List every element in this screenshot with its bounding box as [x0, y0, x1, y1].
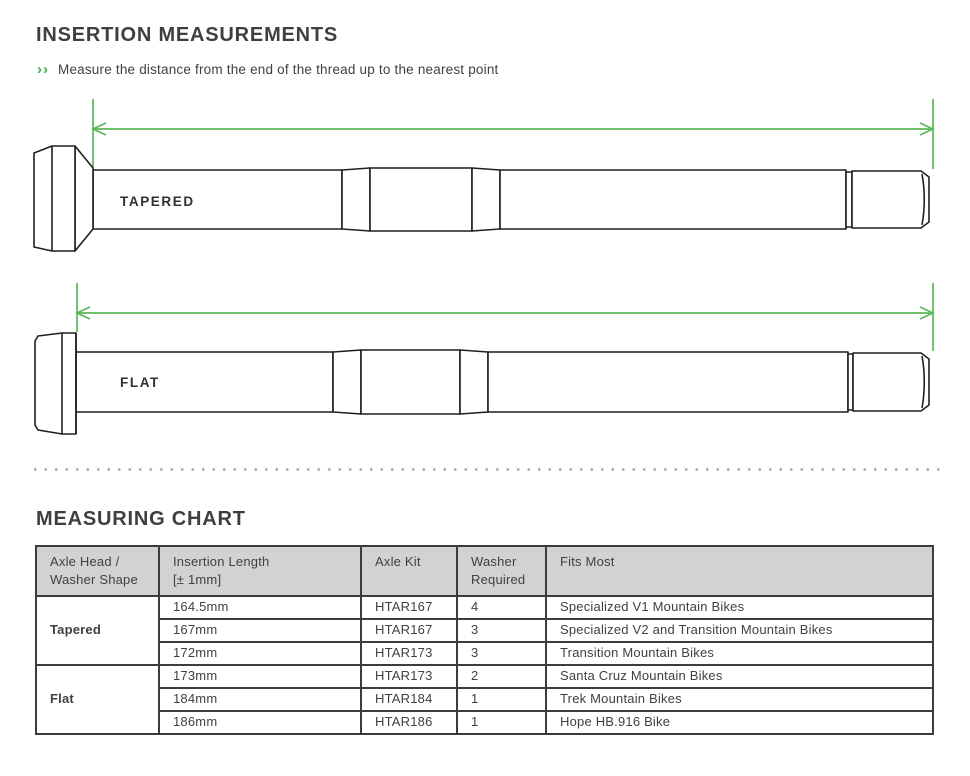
flat-axle — [35, 333, 929, 434]
tapered-label: TAPERED — [120, 194, 195, 209]
axle-outlines — [34, 146, 929, 434]
section-title: MEASURING CHART — [36, 508, 246, 530]
fits-cell: Transition Mountain Bikes — [546, 642, 933, 665]
flat-head — [35, 333, 76, 434]
washer-cell: 4 — [457, 596, 546, 619]
shape-cell: Flat — [36, 665, 159, 734]
instruction-line — [37, 61, 498, 78]
fits-cell: Specialized V1 Mountain Bikes — [546, 596, 933, 619]
double-chevron-icon: ›› — [37, 61, 49, 78]
fits-cell: Specialized V2 and Transition Mountain Bikes — [546, 619, 933, 642]
length-cell: 184mm — [159, 688, 361, 711]
kit-cell: HTAR186 — [361, 711, 457, 734]
dotted-divider — [30, 467, 940, 472]
length-cell: 164.5mm — [159, 596, 361, 619]
tapered-head-cone — [75, 146, 93, 251]
washer-cell: 1 — [457, 688, 546, 711]
length-cell: 173mm — [159, 665, 361, 688]
shape-cell: Tapered — [36, 596, 159, 665]
length-cell: 167mm — [159, 619, 361, 642]
flat-dimension-arrow — [77, 283, 933, 351]
washer-cell: 3 — [457, 619, 546, 642]
table-row — [36, 665, 933, 688]
table-row — [36, 642, 933, 665]
fits-cell: Hope HB.916 Bike — [546, 711, 933, 734]
col-header-insertion-length: Insertion Length [± 1mm] — [159, 546, 361, 596]
instruction-text: Measure the distance from the end of the thread up to the nearest point — [58, 62, 499, 77]
washer-cell: 3 — [457, 642, 546, 665]
col-header-fits-most: Fits Most — [546, 546, 933, 596]
header-row — [36, 546, 933, 596]
col-header-axle-head: Axle Head / Washer Shape — [36, 546, 159, 596]
washer-cell: 2 — [457, 665, 546, 688]
table-row — [36, 711, 933, 734]
table-row — [36, 619, 933, 642]
table-row — [36, 596, 933, 619]
length-cell: 172mm — [159, 642, 361, 665]
page-title: INSERTION MEASUREMENTS — [36, 24, 339, 46]
table-row — [36, 688, 933, 711]
flat-label: FLAT — [120, 375, 160, 390]
fits-cell: Santa Cruz Mountain Bikes — [546, 665, 933, 688]
tapered-dimension-arrow — [93, 99, 933, 169]
tapered-head — [34, 146, 75, 251]
col-header-axle-kit: Axle Kit — [361, 546, 457, 596]
length-cell: 186mm — [159, 711, 361, 734]
kit-cell: HTAR173 — [361, 642, 457, 665]
kit-cell: HTAR173 — [361, 665, 457, 688]
kit-cell: HTAR167 — [361, 596, 457, 619]
washer-cell: 1 — [457, 711, 546, 734]
col-header-washer-required: Washer Required — [457, 546, 546, 596]
fits-cell: Trek Mountain Bikes — [546, 688, 933, 711]
measuring-chart-table — [35, 545, 934, 735]
kit-cell: HTAR167 — [361, 619, 457, 642]
kit-cell: HTAR184 — [361, 688, 457, 711]
axle-diagram — [0, 95, 970, 461]
